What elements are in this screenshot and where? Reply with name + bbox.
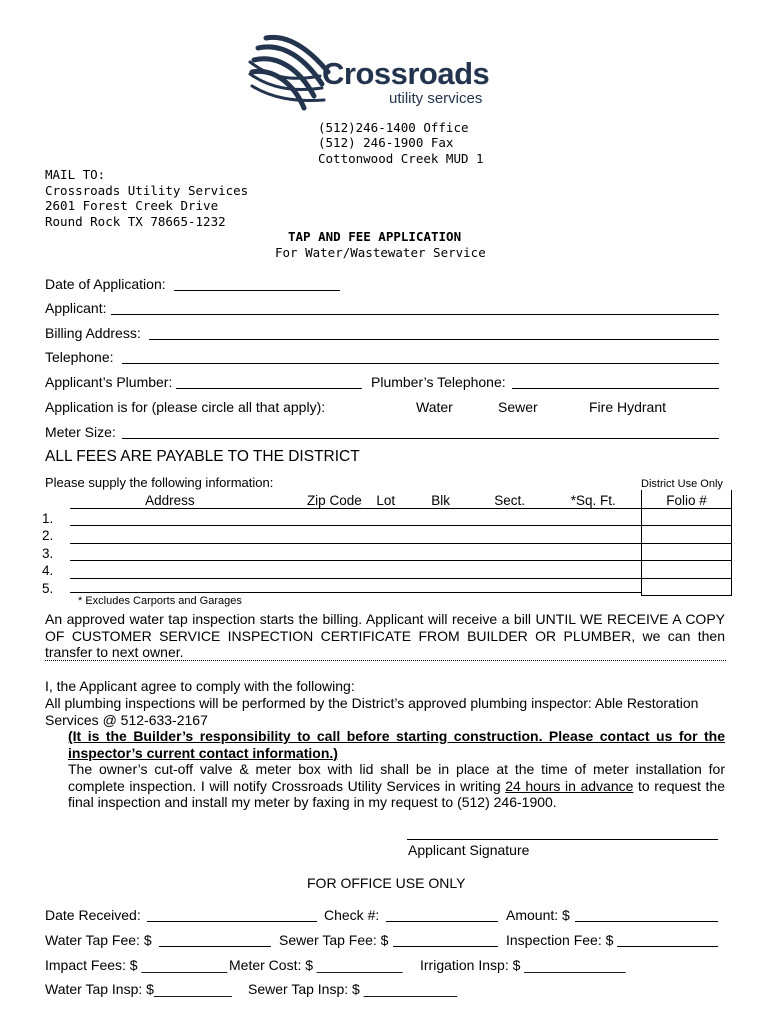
mail-to-line3: Round Rock TX 78665-1232 <box>45 214 226 229</box>
office-use-heading: FOR OFFICE USE ONLY <box>307 875 466 891</box>
telephone-label: Telephone: <box>45 349 114 365</box>
mail-to-line2: 2601 Forest Creek Drive <box>45 198 219 213</box>
office-phone: (512)246-1400 Office <box>318 120 469 135</box>
form-title: TAP AND FEE APPLICATION <box>288 229 462 244</box>
meter-cost-field[interactable]: Meter Cost: $ ___________ <box>229 957 403 973</box>
meter-size-label: Meter Size: <box>45 424 116 440</box>
row-entry-field[interactable] <box>70 526 642 544</box>
row-number: 1. <box>42 510 54 526</box>
amount-field[interactable] <box>575 921 718 922</box>
billing-address-field[interactable] <box>149 339 719 340</box>
table-row <box>42 543 732 561</box>
folio-cell[interactable] <box>642 561 732 579</box>
applicant-signature-field[interactable] <box>407 839 718 840</box>
table-footnote: * Excludes Carports and Garages <box>78 595 242 607</box>
district-name: Cottonwood Creek MUD 1 <box>318 151 484 166</box>
row-number: 4. <box>42 563 54 578</box>
folio-cell[interactable] <box>642 526 732 544</box>
row-entry-field[interactable] <box>70 561 642 579</box>
fees-heading: ALL FEES ARE PAYABLE TO THE DISTRICT <box>45 448 360 465</box>
irrigation-insp-field[interactable]: Irrigation Insp: $ _____________ <box>420 957 626 973</box>
property-table <box>42 490 732 596</box>
header-blk: Blk <box>408 490 474 508</box>
date-of-application-label: Date of Application: <box>45 276 166 292</box>
company-logo <box>248 32 493 114</box>
row-number: 5. <box>42 580 54 596</box>
option-water[interactable]: Water <box>416 399 453 415</box>
application-for-label: Application is for (please circle all that apply): <box>45 399 326 415</box>
header-address: Address <box>70 490 270 508</box>
water-tap-fee-field[interactable] <box>159 946 271 947</box>
row-entry-field[interactable] <box>70 543 642 561</box>
table-row <box>42 561 732 579</box>
supply-info-label: Please supply the following information: <box>45 475 274 490</box>
cutoff-text-a: The owner’s cut-off valve & meter box with lid shall be in place at the time of meter installation for complete inspection. I will notify Crossroads Utility Services in writing <box>68 761 725 794</box>
mail-to-label: MAIL TO: <box>45 167 106 182</box>
meter-size-field[interactable] <box>122 438 719 439</box>
date-received-field[interactable] <box>147 921 317 922</box>
mail-to-line1: Crossroads Utility Services <box>45 183 249 198</box>
builder-responsibility-note: (It is the Builder’s responsibility to call before starting construction. Please contact us for the inspector’s current contact information.) <box>68 728 725 761</box>
inspection-fee-label: Inspection Fee: $ <box>506 932 614 948</box>
header-folio: Folio # <box>642 490 732 508</box>
impact-fees-field[interactable]: Impact Fees: $ ___________ <box>45 957 228 973</box>
row-number: 2. <box>42 528 54 543</box>
logo-name: Crossroads <box>322 56 490 91</box>
sewer-tap-fee-field[interactable] <box>393 946 498 947</box>
table-row <box>42 508 732 526</box>
applicant-plumber-field[interactable] <box>176 388 362 389</box>
district-use-label: District Use Only <box>641 478 723 490</box>
header-sqft: *Sq. Ft. <box>546 490 642 508</box>
billing-address-label: Billing Address: <box>45 325 141 341</box>
inspection-fee-field[interactable] <box>617 946 718 947</box>
applicant-label: Applicant: <box>45 300 107 316</box>
check-number-label: Check #: <box>324 907 380 923</box>
billing-notice: An approved water tap inspection starts the billing. Applicant will receive a bill UNTIL WE RECEIVE A COPY OF CUSTOMER SERVICE INSPECTION CERTIFICATE FROM BUILDER OR PLUMBER, we can then transfer to next owner. <box>45 611 725 660</box>
folio-cell[interactable] <box>642 543 732 561</box>
cutoff-valve-text <box>68 761 725 811</box>
applicant-plumber-label: Applicant’s Plumber: <box>45 374 173 390</box>
row-entry-field[interactable] <box>70 508 642 526</box>
header-lot: Lot <box>364 490 408 508</box>
logo-tagline: utility services <box>389 90 483 107</box>
date-of-application-field[interactable] <box>174 290 340 291</box>
telephone-field[interactable] <box>122 363 719 364</box>
water-tap-fee-label: Water Tap Fee: $ <box>45 932 152 948</box>
check-number-field[interactable] <box>386 921 498 922</box>
row-number: 3. <box>42 545 54 561</box>
header-sect: Sect. <box>474 490 546 508</box>
notice-divider <box>45 660 726 661</box>
folio-cell[interactable] <box>642 578 732 596</box>
plumbing-inspection-text: All plumbing inspections will be performed by the District’s approved plumbing inspector: Able Restoration Services @ 512-633-2167 <box>45 695 699 728</box>
applicant-signature-label: Applicant Signature <box>408 842 530 858</box>
fax-number: (512) 246-1900 Fax <box>318 135 454 150</box>
plumber-telephone-field[interactable] <box>512 388 719 389</box>
option-fire-hydrant[interactable]: Fire Hydrant <box>589 399 667 415</box>
table-header-row <box>42 490 732 508</box>
amount-label: Amount: $ <box>506 907 570 923</box>
agree-intro: I, the Applicant agree to comply with the following: <box>45 678 355 694</box>
cutoff-text-b: to request the final inspection and install my meter by faxing in my request to (512) 246-1900. <box>68 777 725 810</box>
date-received-label: Date Received: <box>45 907 141 923</box>
cutoff-text-underlined: 24 hours in advance <box>505 777 634 794</box>
option-sewer[interactable]: Sewer <box>498 399 538 415</box>
table-row <box>42 526 732 544</box>
sewer-tap-insp-field[interactable]: Sewer Tap Insp: $ ____________ <box>248 981 458 997</box>
form-subtitle: For Water/Wastewater Service <box>275 245 486 260</box>
row-5-entry-line[interactable] <box>70 592 642 593</box>
folio-cell[interactable] <box>642 508 732 526</box>
sewer-tap-fee-label: Sewer Tap Fee: $ <box>279 932 389 948</box>
water-tap-insp-field[interactable]: Water Tap Insp: $__________ <box>45 981 232 997</box>
applicant-field[interactable] <box>111 314 719 315</box>
header-zip: Zip Code <box>270 490 364 508</box>
plumber-telephone-label: Plumber’s Telephone: <box>371 374 506 390</box>
